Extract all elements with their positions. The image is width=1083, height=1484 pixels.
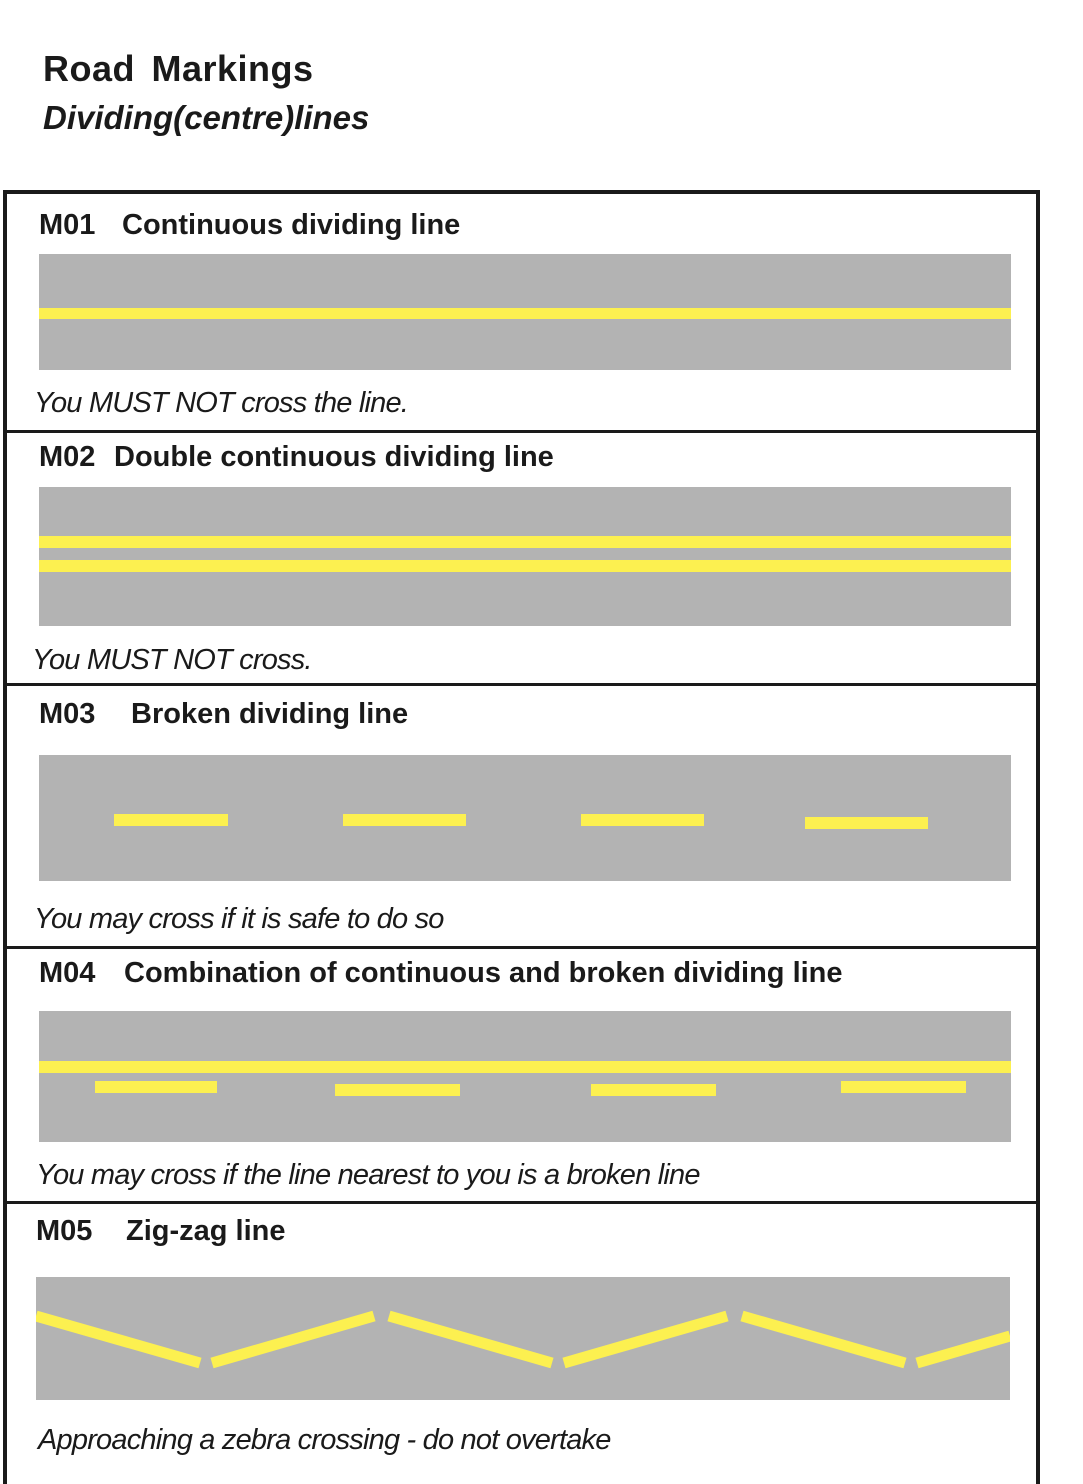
m01-caption: You MUST NOT cross the line. bbox=[34, 387, 409, 419]
m02-heading bbox=[39, 441, 554, 474]
m04-heading bbox=[39, 957, 843, 990]
m05-heading bbox=[36, 1215, 286, 1248]
m02-code: M02 bbox=[39, 441, 96, 473]
m05-name: Zig-zag line bbox=[126, 1215, 286, 1247]
row-divider bbox=[7, 946, 1036, 949]
m02-upper-line bbox=[39, 536, 1011, 548]
m03-code: M03 bbox=[39, 698, 96, 730]
m02-name: Double continuous dividing line bbox=[114, 441, 554, 473]
page-subtitle: Dividing(centre)lines bbox=[43, 99, 370, 136]
m02-lower-line bbox=[39, 560, 1011, 572]
m01-name: Continuous dividing line bbox=[122, 209, 461, 241]
m01-code: M01 bbox=[39, 209, 96, 241]
m04-dash bbox=[841, 1081, 966, 1093]
m01-continuous-line bbox=[39, 308, 1011, 319]
m04-code: M04 bbox=[39, 957, 96, 989]
m04-dash bbox=[591, 1084, 716, 1096]
m04-name: Combination of continuous and broken dividing line bbox=[124, 957, 843, 989]
m03-name: Broken dividing line bbox=[131, 698, 409, 730]
m05-caption: Approaching a zebra crossing - do not overtake bbox=[38, 1424, 611, 1456]
m04-continuous-line bbox=[39, 1061, 1011, 1073]
m03-road-diagram bbox=[39, 755, 1011, 881]
m01-heading bbox=[39, 209, 460, 242]
row-divider bbox=[7, 430, 1036, 433]
m03-heading bbox=[39, 698, 408, 731]
m03-caption: You may cross if it is safe to do so bbox=[34, 903, 444, 935]
m02-road-diagram bbox=[39, 487, 1011, 626]
row-divider bbox=[7, 1201, 1036, 1204]
m03-dash bbox=[343, 814, 466, 826]
m05-road-surface bbox=[36, 1277, 1010, 1400]
row-divider bbox=[7, 683, 1036, 686]
m04-caption: You may cross if the line nearest to you is a broken line bbox=[36, 1159, 700, 1191]
m03-dash bbox=[805, 817, 928, 829]
m04-dash bbox=[95, 1081, 217, 1093]
m05-road-diagram bbox=[36, 1277, 1010, 1400]
page-title: Road Markings bbox=[43, 48, 314, 89]
m03-dash bbox=[114, 814, 228, 826]
m04-dash bbox=[335, 1084, 460, 1096]
m02-caption: You MUST NOT cross. bbox=[32, 644, 312, 676]
m01-road-diagram bbox=[39, 254, 1011, 370]
m05-code: M05 bbox=[36, 1215, 93, 1247]
m04-road-diagram bbox=[39, 1011, 1011, 1142]
m03-dash bbox=[581, 814, 704, 826]
